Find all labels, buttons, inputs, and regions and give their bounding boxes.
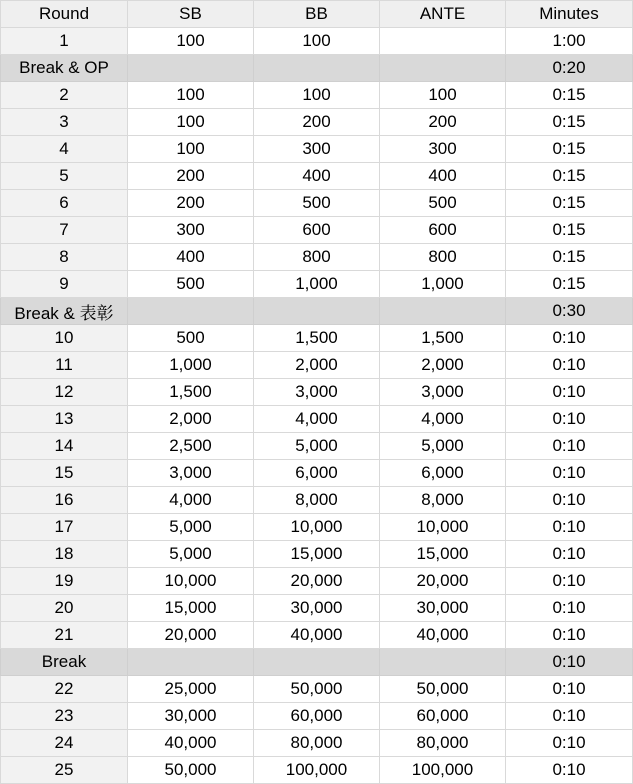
cell-sb: 1,500 [128, 379, 254, 406]
cell-sb: 20,000 [128, 622, 254, 649]
table-row [1, 217, 633, 244]
table-row [1, 325, 633, 352]
cell-round: 13 [1, 406, 128, 433]
cell-ante: 30,000 [380, 595, 506, 622]
cell-minutes: 0:10 [506, 595, 633, 622]
cell-ante: 6,000 [380, 460, 506, 487]
cell-ante: 20,000 [380, 568, 506, 595]
cell-round: 3 [1, 109, 128, 136]
cell-sb: 3,000 [128, 460, 254, 487]
cell-minutes: 0:10 [506, 325, 633, 352]
cell-bb: 10,000 [254, 514, 380, 541]
header-row [1, 1, 633, 28]
cell-bb: 1,000 [254, 271, 380, 298]
cell-bb: 5,000 [254, 433, 380, 460]
break-row [1, 649, 633, 676]
table-row [1, 271, 633, 298]
cell-round: Break & OP [1, 55, 128, 82]
table-row [1, 541, 633, 568]
cell-bb: 15,000 [254, 541, 380, 568]
cell-sb: 100 [128, 136, 254, 163]
cell-minutes: 0:15 [506, 217, 633, 244]
cell-round: 17 [1, 514, 128, 541]
cell-bb: 80,000 [254, 730, 380, 757]
cell-bb: 100 [254, 28, 380, 55]
cell-sb: 200 [128, 163, 254, 190]
break-row [1, 298, 633, 325]
cell-minutes: 0:15 [506, 136, 633, 163]
cell-bb: 8,000 [254, 487, 380, 514]
break-row [1, 55, 633, 82]
cell-sb [128, 55, 254, 82]
cell-round: Break & 表彰 [1, 298, 128, 325]
cell-bb: 50,000 [254, 676, 380, 703]
cell-bb: 100,000 [254, 757, 380, 784]
cell-ante: 1,500 [380, 325, 506, 352]
cell-round: 8 [1, 244, 128, 271]
cell-ante [380, 55, 506, 82]
table-row [1, 82, 633, 109]
cell-bb: 400 [254, 163, 380, 190]
header-ante: ANTE [380, 1, 506, 28]
cell-ante: 60,000 [380, 703, 506, 730]
table-row [1, 136, 633, 163]
cell-ante [380, 649, 506, 676]
table-row [1, 379, 633, 406]
table-row [1, 703, 633, 730]
cell-minutes: 0:15 [506, 244, 633, 271]
cell-ante: 3,000 [380, 379, 506, 406]
cell-round: 5 [1, 163, 128, 190]
cell-ante: 1,000 [380, 271, 506, 298]
cell-sb: 200 [128, 190, 254, 217]
cell-ante: 2,000 [380, 352, 506, 379]
cell-sb: 5,000 [128, 541, 254, 568]
table-row [1, 730, 633, 757]
cell-minutes: 0:15 [506, 190, 633, 217]
cell-sb: 40,000 [128, 730, 254, 757]
table-row [1, 487, 633, 514]
cell-minutes: 0:10 [506, 487, 633, 514]
cell-ante: 600 [380, 217, 506, 244]
cell-sb: 100 [128, 82, 254, 109]
cell-bb: 20,000 [254, 568, 380, 595]
cell-round: 4 [1, 136, 128, 163]
cell-round: 16 [1, 487, 128, 514]
cell-sb: 500 [128, 271, 254, 298]
cell-bb: 40,000 [254, 622, 380, 649]
table-row [1, 28, 633, 55]
table-row [1, 352, 633, 379]
cell-bb [254, 649, 380, 676]
cell-minutes: 0:10 [506, 730, 633, 757]
cell-minutes: 0:10 [506, 649, 633, 676]
cell-ante: 80,000 [380, 730, 506, 757]
cell-sb [128, 649, 254, 676]
cell-sb: 50,000 [128, 757, 254, 784]
table-row [1, 622, 633, 649]
cell-minutes: 0:15 [506, 109, 633, 136]
cell-ante [380, 298, 506, 325]
cell-minutes: 0:10 [506, 406, 633, 433]
cell-round: 1 [1, 28, 128, 55]
cell-ante: 500 [380, 190, 506, 217]
cell-ante: 100 [380, 82, 506, 109]
cell-minutes: 0:10 [506, 568, 633, 595]
cell-sb: 10,000 [128, 568, 254, 595]
cell-sb: 30,000 [128, 703, 254, 730]
cell-round: 14 [1, 433, 128, 460]
cell-bb: 6,000 [254, 460, 380, 487]
cell-minutes: 0:20 [506, 55, 633, 82]
cell-minutes: 0:10 [506, 514, 633, 541]
cell-round: 12 [1, 379, 128, 406]
header-bb: BB [254, 1, 380, 28]
cell-ante: 15,000 [380, 541, 506, 568]
cell-bb: 200 [254, 109, 380, 136]
cell-ante: 50,000 [380, 676, 506, 703]
cell-minutes: 0:10 [506, 703, 633, 730]
cell-bb: 300 [254, 136, 380, 163]
cell-bb: 800 [254, 244, 380, 271]
cell-round: 21 [1, 622, 128, 649]
cell-minutes: 1:00 [506, 28, 633, 55]
cell-sb: 300 [128, 217, 254, 244]
table-row [1, 568, 633, 595]
cell-round: 2 [1, 82, 128, 109]
cell-round: 9 [1, 271, 128, 298]
cell-minutes: 0:10 [506, 460, 633, 487]
cell-ante: 10,000 [380, 514, 506, 541]
cell-minutes: 0:10 [506, 379, 633, 406]
table-row [1, 109, 633, 136]
cell-sb: 1,000 [128, 352, 254, 379]
cell-round: 23 [1, 703, 128, 730]
table-row [1, 460, 633, 487]
cell-bb: 3,000 [254, 379, 380, 406]
cell-round: 11 [1, 352, 128, 379]
cell-sb: 25,000 [128, 676, 254, 703]
cell-sb: 15,000 [128, 595, 254, 622]
cell-bb: 4,000 [254, 406, 380, 433]
cell-round: 6 [1, 190, 128, 217]
cell-bb: 600 [254, 217, 380, 244]
cell-ante: 300 [380, 136, 506, 163]
table-row [1, 757, 633, 784]
table-row [1, 163, 633, 190]
cell-round: 20 [1, 595, 128, 622]
cell-minutes: 0:10 [506, 622, 633, 649]
cell-minutes: 0:15 [506, 82, 633, 109]
cell-round: 7 [1, 217, 128, 244]
cell-sb: 5,000 [128, 514, 254, 541]
table-row [1, 406, 633, 433]
cell-round: 24 [1, 730, 128, 757]
cell-minutes: 0:30 [506, 298, 633, 325]
cell-ante [380, 28, 506, 55]
table-row [1, 676, 633, 703]
table-row [1, 244, 633, 271]
cell-minutes: 0:10 [506, 757, 633, 784]
header-minutes: Minutes [506, 1, 633, 28]
cell-round: 25 [1, 757, 128, 784]
table-row [1, 514, 633, 541]
cell-sb: 100 [128, 28, 254, 55]
cell-bb: 100 [254, 82, 380, 109]
cell-ante: 800 [380, 244, 506, 271]
cell-round: 22 [1, 676, 128, 703]
cell-bb: 30,000 [254, 595, 380, 622]
cell-round: Break [1, 649, 128, 676]
table-row [1, 190, 633, 217]
cell-round: 18 [1, 541, 128, 568]
cell-sb [128, 298, 254, 325]
cell-ante: 4,000 [380, 406, 506, 433]
cell-bb: 60,000 [254, 703, 380, 730]
cell-ante: 8,000 [380, 487, 506, 514]
cell-minutes: 0:10 [506, 676, 633, 703]
cell-sb: 100 [128, 109, 254, 136]
header-round: Round [1, 1, 128, 28]
cell-sb: 2,500 [128, 433, 254, 460]
cell-ante: 100,000 [380, 757, 506, 784]
cell-round: 15 [1, 460, 128, 487]
cell-minutes: 0:10 [506, 352, 633, 379]
cell-sb: 4,000 [128, 487, 254, 514]
cell-bb: 2,000 [254, 352, 380, 379]
cell-sb: 2,000 [128, 406, 254, 433]
header-sb: SB [128, 1, 254, 28]
cell-bb [254, 55, 380, 82]
table-row [1, 595, 633, 622]
cell-round: 19 [1, 568, 128, 595]
cell-bb [254, 298, 380, 325]
cell-ante: 5,000 [380, 433, 506, 460]
cell-round: 10 [1, 325, 128, 352]
cell-sb: 400 [128, 244, 254, 271]
cell-bb: 500 [254, 190, 380, 217]
cell-ante: 40,000 [380, 622, 506, 649]
cell-bb: 1,500 [254, 325, 380, 352]
cell-ante: 200 [380, 109, 506, 136]
cell-minutes: 0:15 [506, 163, 633, 190]
table-row [1, 433, 633, 460]
table-body [1, 28, 633, 784]
cell-ante: 400 [380, 163, 506, 190]
cell-sb: 500 [128, 325, 254, 352]
cell-minutes: 0:15 [506, 271, 633, 298]
cell-minutes: 0:10 [506, 541, 633, 568]
cell-minutes: 0:10 [506, 433, 633, 460]
